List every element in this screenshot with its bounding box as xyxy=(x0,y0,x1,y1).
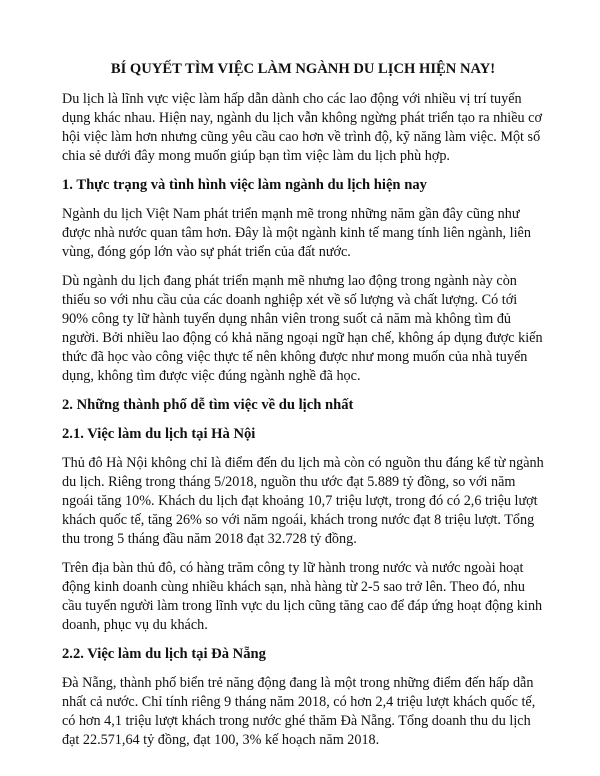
section-1-paragraph-2: Dù ngành du lịch đang phát triển mạnh mẽ nhưng lao động trong ngành này còn thiếu so với nhu cầu của các doanh nghiệp xét về số lượng và chất lượng. Có tới 90% công ty lữ hành tuyển dụng nhân viên trong suốt cả năm mà không tìm đủ người. Bởi nhiều lao động có khả năng ngoại ngữ hạn chế, không áp dụng được kiến thức đã học vào công việc thực tế nên không được như mong muốn của nhà tuyển dụng, không tìm được việc đúng ngành nghề đã học. xyxy=(62,273,543,384)
section-1-paragraph-1: Ngành du lịch Việt Nam phát triển mạnh mẽ trong những năm gần đây cũng như được nhà nước quan tâm hơn. Đây là một ngành kinh tế mang tính liên ngành, liên vùng, đóng góp lớn vào sự phát triển của đất nước. xyxy=(62,206,531,260)
section-2-2-heading: 2.2. Việc làm du lịch tại Đà Nẵng xyxy=(62,646,266,662)
section-1-heading: 1. Thực trạng và tình hình việc làm ngành du lịch hiện nay xyxy=(62,177,427,193)
document-title: BÍ QUYẾT TÌM VIỆC LÀM NGÀNH DU LỊCH HIỆN NAY! xyxy=(110,61,496,77)
document-page xyxy=(62,60,544,760)
section-2-1-paragraph-2: Trên địa bàn thủ đô, có hàng trăm công ty lữ hành trong nước và nước ngoài hoạt động kinh doanh cùng nhiều khách sạn, nhà hàng từ 2-5 sao trở lên. Theo đó, nhu cầu tuyển người làm trong lĩnh vực du lịch cũng tăng cao để đáp ứng hoạt động kinh doanh, phục vụ du khách. xyxy=(62,560,543,633)
section-2-heading: 2. Những thành phố dễ tìm việc về du lịch nhất xyxy=(62,397,354,413)
intro-paragraph: Du lịch là lĩnh vực việc làm hấp dẫn dành cho các lao động với nhiều vị trí tuyển dụng khác nhau. Hiện nay, ngành du lịch vẫn không ngừng phát triển tạo ra nhiều cơ hội việc làm hơn nhưng cũng yêu cầu cao hơn về trình độ, kỹ năng làm việc. Một số chia sẻ dưới đây mong muốn giúp bạn tìm việc làm du lịch phù hợp. xyxy=(62,91,542,164)
section-2-1-paragraph-1: Thủ đô Hà Nội không chỉ là điểm đến du lịch mà còn có nguồn thu đáng kể từ ngành du lịch. Riêng trong tháng 5/2018, nguồn thu ước đạt 5.889 tỷ đồng, so với năm ngoái tăng 10%. Khách du lịch đạt khoảng 10,7 triệu lượt, trong đó có 2,6 triệu lượt khách quốc tế, tăng 26% so với năm ngoái, khách trong nước đạt 8 triệu lượt. Tổng thu trong 5 tháng đầu năm 2018 đạt 32.728 tỷ đồng. xyxy=(62,455,544,547)
section-2-2-paragraph-1: Đà Nẵng, thành phố biển trẻ năng động đang là một trong những điểm đến hấp dẫn nhất cả nước. Chỉ tính riêng 9 tháng năm 2018, có hơn 2,4 triệu lượt khách quốc tế, có hơn 4,1 triệu lượt khách trong nước ghé thăm Đà Nẵng. Tổng doanh thu du lịch đạt 22.571,64 tỷ đồng, đạt 100, 3% kế hoạch năm 2018. xyxy=(62,675,536,748)
section-2-1-heading: 2.1. Việc làm du lịch tại Hà Nội xyxy=(62,426,256,442)
